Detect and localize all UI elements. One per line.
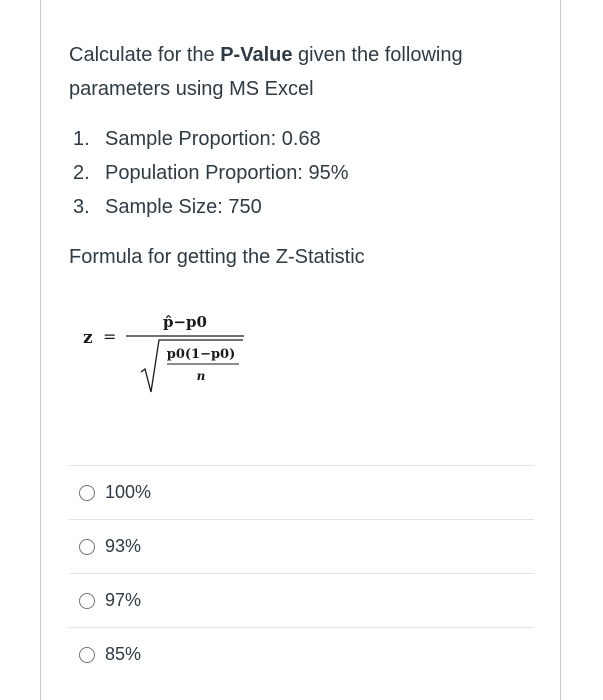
list-item-text: Sample Size: 750: [105, 196, 262, 218]
question-card: [40, 0, 561, 700]
formula-graphic: [81, 300, 251, 395]
list-item-number: 2.: [73, 162, 90, 184]
formula-numerator: p̂−p0: [163, 313, 207, 331]
answer-option-label[interactable]: 85%: [105, 644, 142, 664]
z-statistic-formula: [81, 300, 251, 395]
answer-option-85[interactable]: [69, 627, 534, 681]
radio-button[interactable]: [79, 539, 95, 555]
question-text: [69, 38, 539, 106]
question-bold-term: P-Value: [220, 44, 293, 66]
answer-option-100[interactable]: [69, 465, 534, 519]
formula-equals: =: [103, 327, 117, 346]
question-text-after: given the following parameters using MS Excel: [69, 44, 463, 100]
answer-option-label[interactable]: 93%: [105, 536, 142, 556]
parameter-list: [73, 122, 349, 224]
list-item-text: Population Proportion: 95%: [105, 162, 349, 184]
radio-button[interactable]: [79, 593, 95, 609]
radio-button[interactable]: [79, 485, 95, 501]
formula-caption: Formula for getting the Z-Statistic: [69, 246, 365, 268]
list-item: [73, 122, 349, 156]
answer-option-97[interactable]: [69, 573, 534, 627]
formula-inner-denominator: n: [196, 369, 206, 383]
answer-options: [69, 465, 534, 681]
radio-button[interactable]: [79, 647, 95, 663]
list-item-number: 3.: [73, 196, 90, 218]
list-item: [73, 156, 349, 190]
answer-option-label[interactable]: 97%: [105, 590, 142, 610]
answer-option-label[interactable]: 100%: [105, 482, 152, 502]
list-item-text: Sample Proportion: 0.68: [105, 128, 321, 150]
list-item: [73, 190, 349, 224]
formula-inner-numerator: p0(1−p0): [166, 347, 236, 362]
list-item-number: 1.: [73, 128, 90, 150]
question-text-before: Calculate for the: [69, 44, 221, 66]
formula-lhs: z: [83, 328, 93, 348]
answer-option-93[interactable]: [69, 519, 534, 573]
